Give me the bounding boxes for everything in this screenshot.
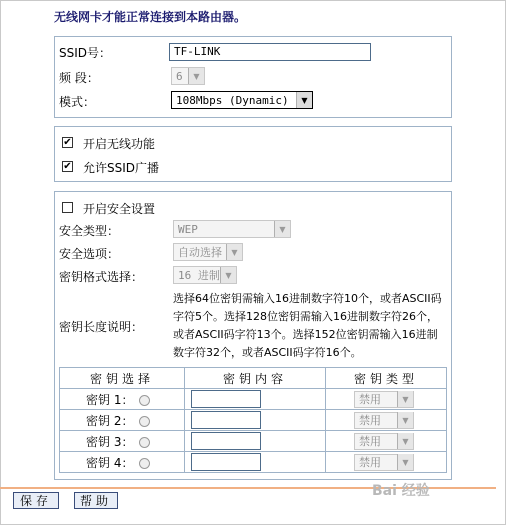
key-label: 密钥 1： [86, 392, 134, 407]
key-radio[interactable] [139, 416, 150, 427]
wireless-toggle-panel [54, 126, 452, 182]
security-panel [54, 191, 452, 480]
key-length-note: 选择64位密钥需输入16进制数字符10个，或者ASCII码字符5个。选择128位密钥需输入16进制数字符26个，或者ASCII码字符13个。选择152位密钥需输入16进制数字符32个，或者ASCII码字符16个。 [173, 292, 442, 359]
channel-value: 6 [176, 69, 183, 83]
key-type-cell [326, 410, 447, 431]
key-table-header [60, 368, 447, 389]
key-type-value: 禁用 [359, 393, 381, 406]
key-type-value: 禁用 [359, 435, 381, 448]
key-label: 密钥 4： [86, 455, 134, 470]
chevron-down-icon: ▼ [274, 221, 290, 237]
chevron-down-icon: ▼ [296, 92, 312, 108]
key-radio[interactable] [139, 437, 150, 448]
key-select-cell [60, 431, 185, 452]
key-input[interactable] [191, 432, 261, 450]
chevron-down-icon: ▼ [397, 391, 413, 407]
key-label: 密钥 3： [86, 434, 134, 449]
chevron-down-icon: ▼ [220, 267, 236, 283]
chevron-down-icon: ▼ [188, 68, 204, 84]
key-input[interactable] [191, 390, 261, 408]
ssid-input[interactable]: TF-LINK [169, 43, 371, 61]
key-select-cell [60, 452, 185, 473]
key-type-select[interactable] [354, 454, 414, 471]
key-label: 密钥 2： [86, 413, 134, 428]
page-headline: 无线网卡才能正常连接到本路由器。 [54, 10, 247, 24]
table-row [60, 431, 447, 452]
enable-wireless-checkbox[interactable]: ✔ [63, 136, 72, 148]
key-content-cell [185, 431, 326, 452]
key-radio[interactable] [139, 458, 150, 469]
key-select-header: 密钥选择 [60, 368, 185, 389]
ssid-broadcast-label: 允许SSID广播 [83, 161, 160, 175]
key-type-cell [326, 389, 447, 410]
key-content-cell [185, 410, 326, 431]
security-option-value: 自动选择 [178, 246, 222, 259]
watermark: Bai 经验 [372, 483, 430, 499]
key-input[interactable] [191, 453, 261, 471]
security-type-label: 安全类型： [59, 224, 120, 238]
basic-settings-panel [54, 36, 452, 118]
security-option-label: 安全选项： [59, 247, 120, 261]
key-type-cell [326, 452, 447, 473]
key-type-value: 禁用 [359, 456, 381, 469]
mode-value: 108Mbps (Dynamic) [176, 93, 289, 107]
chevron-down-icon: ▼ [397, 433, 413, 449]
channel-label: 频 段： [59, 71, 99, 85]
key-format-select[interactable] [173, 266, 237, 284]
table-row [60, 410, 447, 431]
key-input[interactable] [191, 411, 261, 429]
channel-select[interactable] [171, 67, 205, 85]
key-length-label: 密钥长度说明： [59, 320, 144, 334]
key-type-cell [326, 431, 447, 452]
key-content-header: 密钥内容 [185, 368, 326, 389]
save-button[interactable]: 保存 [13, 492, 59, 509]
key-content-cell [185, 452, 326, 473]
key-select-cell [60, 389, 185, 410]
ssid-broadcast-checkbox[interactable]: ✔ [63, 160, 72, 172]
key-select-cell [60, 410, 185, 431]
key-type-select[interactable] [354, 412, 414, 429]
key-radio[interactable] [139, 395, 150, 406]
key-format-label: 密钥格式选择： [59, 270, 144, 284]
chevron-down-icon: ▼ [397, 454, 413, 470]
mode-select[interactable] [171, 91, 313, 109]
table-row [60, 452, 447, 473]
security-option-select[interactable] [173, 243, 243, 261]
ssid-label: SSID号： [59, 46, 112, 60]
key-type-value: 禁用 [359, 414, 381, 427]
chevron-down-icon: ▼ [397, 412, 413, 428]
key-table [59, 367, 447, 473]
key-content-cell [185, 389, 326, 410]
key-type-header: 密钥类型 [326, 368, 447, 389]
key-format-value: 16 进制 [178, 269, 220, 282]
chevron-down-icon: ▼ [226, 244, 242, 260]
enable-security-label: 开启安全设置 [83, 202, 156, 216]
enable-wireless-label: 开启无线功能 [83, 137, 156, 151]
table-row [60, 389, 447, 410]
key-type-select[interactable] [354, 391, 414, 408]
enable-security-checkbox[interactable] [62, 202, 73, 213]
help-button[interactable]: 帮助 [74, 492, 118, 509]
mode-label: 模式： [59, 95, 96, 109]
security-type-select[interactable] [173, 220, 291, 238]
key-type-select[interactable] [354, 433, 414, 450]
security-type-value: WEP [178, 222, 198, 236]
